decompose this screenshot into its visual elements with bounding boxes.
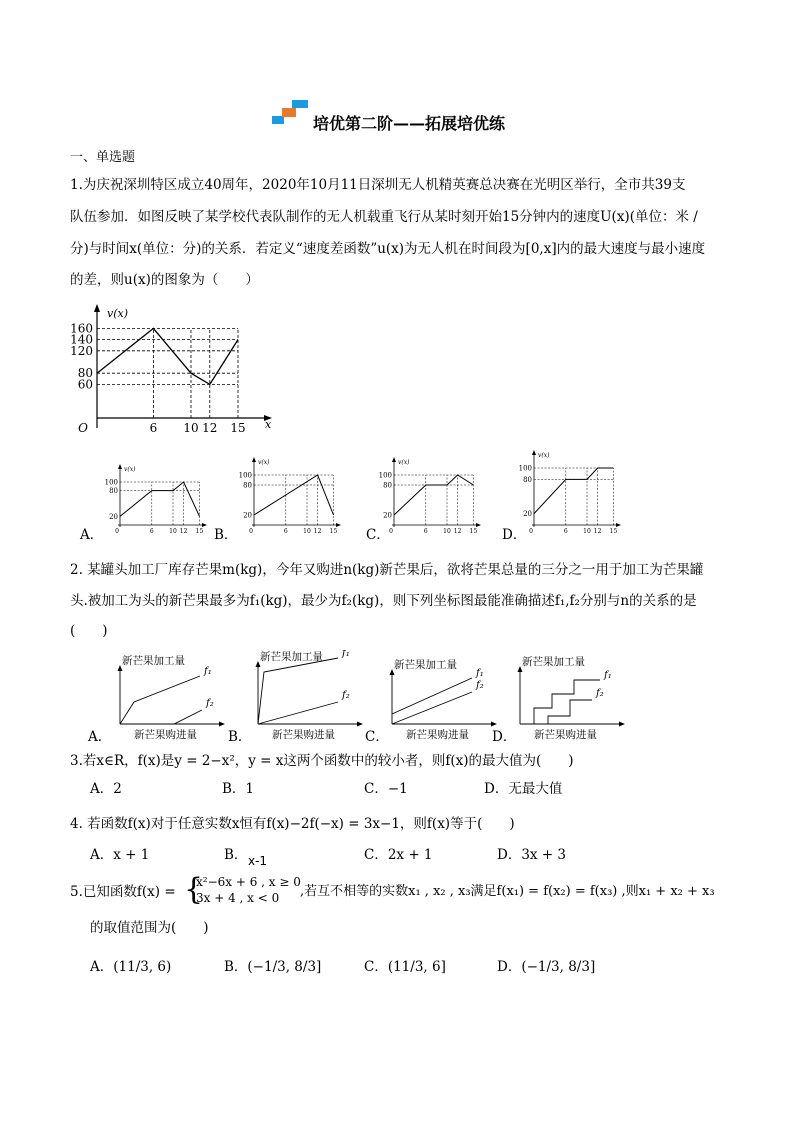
x-tick-label: 6 [423, 528, 428, 535]
y-tick-label: 120 [70, 343, 93, 358]
y-arrow [532, 450, 536, 455]
y-axis-label: 新芒果加工量 [522, 656, 585, 668]
x-tick-label: 15 [195, 528, 204, 535]
q1-line4: 的差，则u(x)的图象为（ ） [70, 272, 259, 288]
q4-option-b[interactable]: B． [224, 847, 248, 863]
y-tick-label: 80 [523, 475, 532, 484]
x-tick-label: 6 [149, 421, 158, 435]
x-axis-label: 新芒果购进量 [534, 729, 597, 740]
y-tick-label: 100 [518, 464, 532, 473]
q2-line2: 头.被加工为头的新芒果最多为f₁(kg)，最少为f₂(kg)，则下列坐标图最能准确描述f₁,f₂分别与n的关系的是 [70, 593, 697, 609]
q5-option-a[interactable]: A．(11/3, 6) [90, 959, 172, 975]
x-arrow [491, 722, 497, 727]
x-arrow [476, 523, 481, 527]
q4-option-c[interactable]: C．2x + 1 [364, 847, 433, 863]
x-tick-label: 12 [179, 528, 188, 535]
x-tick-label: 10 [169, 528, 177, 535]
y-tick-label: 20 [383, 511, 392, 520]
q1-option-c-label[interactable]: C． [366, 527, 390, 543]
q5-brace: { [184, 872, 204, 907]
y-tick-label: 100 [238, 471, 252, 480]
y-axis-label: v(x) [398, 459, 410, 466]
y-axis-label: 新芒果加工量 [394, 659, 457, 671]
y-tick-label: 60 [77, 377, 93, 392]
f2-line [120, 710, 202, 724]
x-tick-label: 12 [453, 528, 462, 535]
series-line [534, 468, 614, 514]
f2-label: f₂ [206, 698, 214, 709]
q1-option-d-chart[interactable] [512, 448, 624, 537]
y-tick-label: 80 [383, 481, 392, 490]
f1-line [392, 678, 472, 714]
q4-option-a[interactable]: A．x + 1 [90, 847, 150, 863]
q1-option-b-chart[interactable] [232, 455, 344, 537]
x-tick-label: 12 [202, 421, 218, 435]
q3-option-d[interactable]: D．无最大值 [484, 781, 563, 797]
x-tick-label: 6 [563, 528, 568, 535]
y-tick-label: 80 [77, 366, 93, 381]
y-axis-label: v(x) [258, 459, 270, 466]
q5-suffix: ,若互不相等的实数x₁ , x₂ , x₃满足f(x₁) = f(x₂) = f(x₃) ,则x₁ + x₂ + x₃ [300, 884, 715, 899]
x-axis-label: x [265, 418, 272, 431]
q1-option-d-label[interactable]: D． [502, 527, 527, 543]
y-axis-label: v(x) [107, 307, 129, 320]
page-title: 培优第二阶——拓展培优练 [313, 114, 506, 133]
f2-line [520, 700, 592, 724]
q2-line1: 2. 某罐头加工厂库存芒果m(kg)，今年又购进n(kg)新芒果后，欲将芒果总量的三分之一用于加工为芒果罐 [70, 562, 704, 578]
x-tick-label: 12 [313, 528, 322, 535]
y-arrow [94, 304, 100, 312]
q5-case1: x²−6x + 6 , x ≥ 0 [196, 875, 301, 889]
q5-option-c[interactable]: C．(11/3, 6] [364, 959, 446, 975]
q3-stem: 3.若x∈R，f(x)是y = 2−x²，y = x这两个函数中的较小者，则f(x)的最大值为( ) [70, 753, 574, 769]
q2-option-d-label[interactable]: D． [492, 729, 517, 745]
x-tick-label: 0 [115, 528, 119, 535]
q2-option-a-chart[interactable] [112, 654, 230, 740]
q3-option-c[interactable]: C．−1 [364, 781, 408, 797]
q2-option-c-chart[interactable] [384, 658, 502, 740]
x-tick-label: 0 [249, 528, 253, 535]
f2-line [392, 692, 472, 724]
f1-label: f₁ [476, 668, 484, 679]
q4-option-d[interactable]: D．3x + 3 [497, 847, 567, 863]
q1-line2: 队伍参加．如图反映了某学校代表队制作的无人机载重飞行从某时刻开始15分钟内的速度U(x)(单位：米 / [70, 209, 698, 225]
q1-option-a-label[interactable]: A． [80, 527, 104, 543]
x-arrow [336, 523, 341, 527]
x-axis-label: 新芒果购进量 [272, 729, 335, 740]
q2-option-b-chart[interactable] [250, 650, 368, 740]
y-tick-label: 100 [104, 478, 118, 487]
q4-option-b-expr: x-1 [248, 854, 268, 868]
q2-line3: ( ) [70, 623, 108, 639]
x-tick-label: 12 [593, 528, 602, 535]
x-tick-label: 15 [329, 528, 338, 535]
y-arrow [252, 457, 256, 462]
x-tick-label: 10 [303, 528, 311, 535]
y-tick-label: 20 [243, 511, 252, 520]
series-line [394, 475, 474, 515]
y-tick-label: 20 [523, 510, 532, 519]
y-arrow [392, 457, 396, 462]
q1-line3: 分)与时间x(单位：分)的关系．若定义“速度差函数”u(x)为无人机在时间段为[0,x]内的最大速度与最小速度 [70, 241, 706, 257]
q5-prefix: 5.已知函数f(x) = [70, 884, 176, 900]
f1-label: f₁ [204, 666, 212, 677]
y-arrow [118, 464, 122, 469]
y-tick-label: 80 [243, 481, 252, 490]
q2-option-d-chart[interactable] [512, 655, 630, 740]
x-tick-label: 10 [183, 421, 199, 435]
x-tick-label: 15 [609, 528, 618, 535]
q2-option-b-label[interactable]: B． [228, 729, 252, 745]
q1-line1: 1.为庆祝深圳特区成立40周年，2020年10月11日深圳无人机精英赛总决赛在光明区举行，全市共39支 [70, 177, 686, 193]
x-tick-label: 6 [283, 528, 288, 535]
x-tick-label: 10 [583, 528, 591, 535]
q1-option-a-chart[interactable] [98, 462, 210, 537]
q2-option-c-label[interactable]: C． [365, 729, 389, 745]
f2-line [258, 702, 338, 724]
x-tick-label: 15 [230, 421, 246, 435]
q5-case2: 3x + 4 , x < 0 [196, 891, 280, 905]
y-tick-label: 80 [109, 487, 118, 496]
q5-option-d[interactable]: D．(−1/3, 8/3] [497, 959, 596, 975]
x-arrow [357, 722, 363, 727]
x-arrow [619, 722, 625, 727]
f2-label: f₂ [476, 680, 484, 691]
x-tick-label: 15 [469, 528, 478, 535]
title-logo [272, 100, 308, 128]
q3-option-a[interactable]: A．2 [90, 781, 122, 797]
q5-line2: 的取值范围为( ) [90, 920, 209, 936]
series-line [120, 482, 200, 516]
series-line [97, 328, 238, 384]
y-tick-label: 140 [70, 332, 93, 347]
x-axis-label: 新芒果购进量 [134, 729, 197, 740]
f1-label: f₁ [342, 650, 350, 659]
y-tick-label: 100 [378, 471, 392, 480]
q1-option-b-label[interactable]: B． [214, 527, 238, 543]
q4-stem: 4. 若函数f(x)对于任意实数x恒有f(x)−2f(−x) = 3x−1，则f(x)等于( ) [70, 816, 515, 832]
x-arrow [616, 523, 621, 527]
x-tick-label: O [78, 421, 88, 435]
x-tick-label: 0 [389, 528, 393, 535]
x-tick-label: 0 [529, 528, 533, 535]
q2-option-a-label[interactable]: A． [88, 729, 112, 745]
y-axis-label: v(x) [124, 466, 136, 473]
y-axis-label: v(x) [538, 452, 550, 459]
x-axis-label: 新芒果购进量 [406, 729, 469, 740]
x-arrow [202, 523, 207, 527]
section-heading: 一、单选题 [70, 150, 136, 165]
f1-label: f₁ [604, 670, 612, 681]
x-arrow [219, 722, 225, 727]
x-tick-label: 10 [443, 528, 451, 535]
q5-option-b[interactable]: B．(−1/3, 8/3] [224, 959, 322, 975]
series-line [254, 475, 334, 515]
y-tick-label: 20 [109, 512, 118, 521]
q3-option-b[interactable]: B．1 [222, 781, 255, 797]
f2-label: f₂ [342, 690, 350, 701]
q1-main-chart [60, 300, 290, 440]
f1-line [520, 680, 600, 724]
y-tick-label: 160 [70, 321, 93, 336]
f2-label: f₂ [596, 688, 604, 699]
y-axis-label: 新芒果加工量 [260, 651, 323, 663]
f1-line [258, 658, 338, 724]
y-axis-label: 新芒果加工量 [122, 655, 185, 667]
q1-option-c-chart[interactable] [372, 455, 484, 537]
x-tick-label: 6 [149, 528, 154, 535]
